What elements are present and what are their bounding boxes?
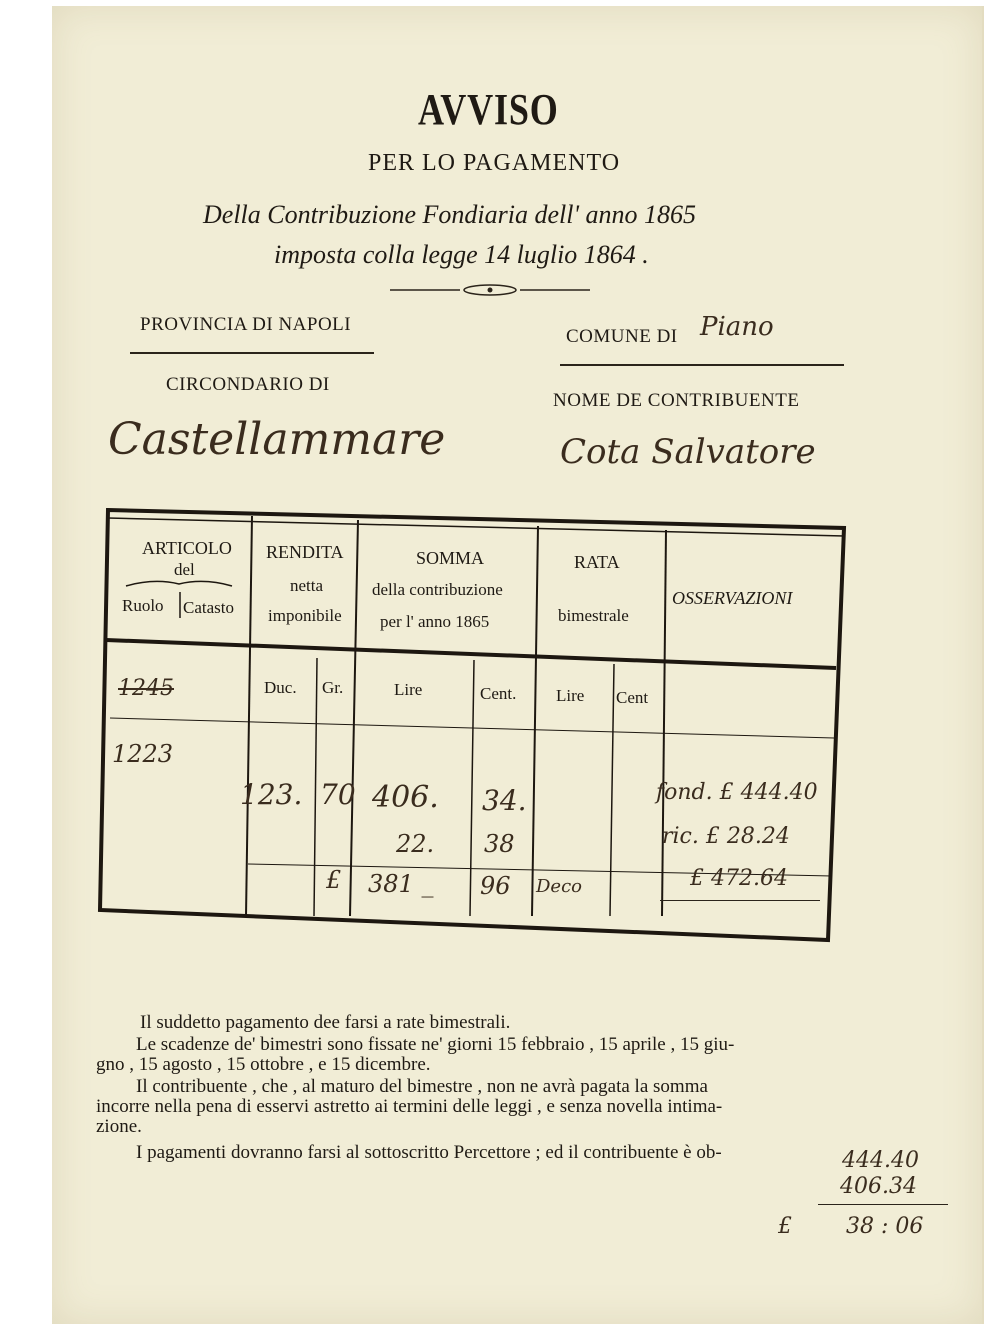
osservazioni-underline [660, 900, 820, 901]
hw-lire-3: 381 _ [368, 870, 434, 898]
hw-cent-2: 38 [484, 830, 515, 858]
unit-cent-rata: Cent [616, 688, 649, 707]
contribuente-value: Cota Salvatore [560, 432, 816, 472]
comune-value: Piano [700, 312, 774, 342]
paragraph-3-line-3: zione. [96, 1116, 142, 1137]
hw-osservazioni-1: fond. £ 444.40 [656, 780, 818, 805]
hw-osservazioni-total: £ 472.64 [690, 866, 788, 891]
unit-lire: Lire [394, 680, 423, 699]
margin-calc-result: 38 : 06 [846, 1214, 924, 1239]
col-rendita-header: RENDITA [266, 542, 344, 562]
col-rendita-sub2: imponibile [268, 606, 342, 625]
document-title: AVVISO [418, 85, 559, 134]
hw-cent-1: 34. [482, 784, 527, 817]
paragraph-3-line-2: incorre nella pena di esservi astretto ai termini delle leggi , e senza novella intima- [96, 1096, 723, 1117]
paragraph-1: Il suddetto pagamento dee farsi a rate bimestrali. [140, 1012, 511, 1033]
provincia-underline [130, 352, 374, 354]
col-osservazioni-header: OSSERVAZIONI [672, 588, 793, 608]
col-rendita-sub1: netta [290, 576, 324, 595]
margin-calc-a: 444.40 [842, 1148, 919, 1173]
ornament-divider [390, 282, 590, 298]
unit-gr: Gr. [322, 678, 344, 697]
circondario-value: Castellammare [108, 414, 446, 465]
col-ruolo-header: Ruolo [122, 596, 164, 615]
margin-calc-sign: £ [778, 1214, 792, 1239]
margin-calc-b: 406.34 [840, 1174, 917, 1199]
provincia-label: PROVINCIA DI NAPOLI [140, 314, 352, 335]
col-catasto-header: Catasto [183, 598, 234, 617]
col-somma-header: SOMMA [416, 548, 485, 568]
unit-cent: Cent. [480, 684, 517, 703]
col-articolo-header: ARTICOLO [142, 538, 232, 558]
unit-duc: Duc. [264, 678, 297, 697]
hw-lire-sign: £ [326, 866, 342, 894]
comune-label: COMUNE DI [566, 326, 678, 347]
header-line-2: imposta colla legge 14 luglio 1864 . [274, 240, 649, 269]
hw-duc: 123. [240, 778, 303, 811]
circondario-label: CIRCONDARIO DI [166, 374, 330, 395]
hw-ruolo: 1223 [112, 740, 174, 768]
margin-calc-line [818, 1204, 948, 1205]
col-somma-sub1: della contribuzione [372, 580, 503, 599]
col-articolo-del: del [174, 560, 195, 579]
header-line-1: Della Contribuzione Fondiaria dell' anno 1865 [203, 200, 697, 229]
hw-lire-1: 406. [372, 780, 439, 815]
comune-underline [560, 364, 844, 366]
col-rata-sub: bimestrale [558, 606, 629, 625]
hw-lire-2: 22. [396, 830, 435, 858]
paragraph-2-line-2: gno , 15 agosto , 15 ottobre , e 15 dicembre. [96, 1054, 431, 1075]
hw-gr: 70 [320, 778, 356, 811]
paragraph-2-line-1: Le scadenze de' bimestri sono fissate ne' giorni 15 febbraio , 15 aprile , 15 giu- [136, 1034, 735, 1055]
document-subtitle: PER LO PAGAMENTO [368, 150, 621, 176]
hw-rata: Deco [536, 876, 583, 897]
articolo-brace [124, 578, 234, 590]
col-rata-header: RATA [574, 552, 620, 572]
contribuente-label: NOME DE CONTRIBUENTE [553, 390, 800, 411]
hw-cent-3: 96 [480, 872, 511, 900]
col-somma-sub2: per l' anno 1865 [380, 612, 490, 631]
paragraph-3-line-1: Il contribuente , che , al maturo del bimestre , non ne avrà pagata la somma [136, 1076, 708, 1097]
paragraph-4: I pagamenti dovranno farsi al sottoscritto Percettore ; ed il contribuente è ob- [136, 1142, 722, 1163]
hw-osservazioni-2: ric. £ 28.24 [662, 824, 790, 849]
unit-lire-rata: Lire [556, 686, 585, 705]
hw-ruolo-struck: 1245 [118, 676, 174, 701]
